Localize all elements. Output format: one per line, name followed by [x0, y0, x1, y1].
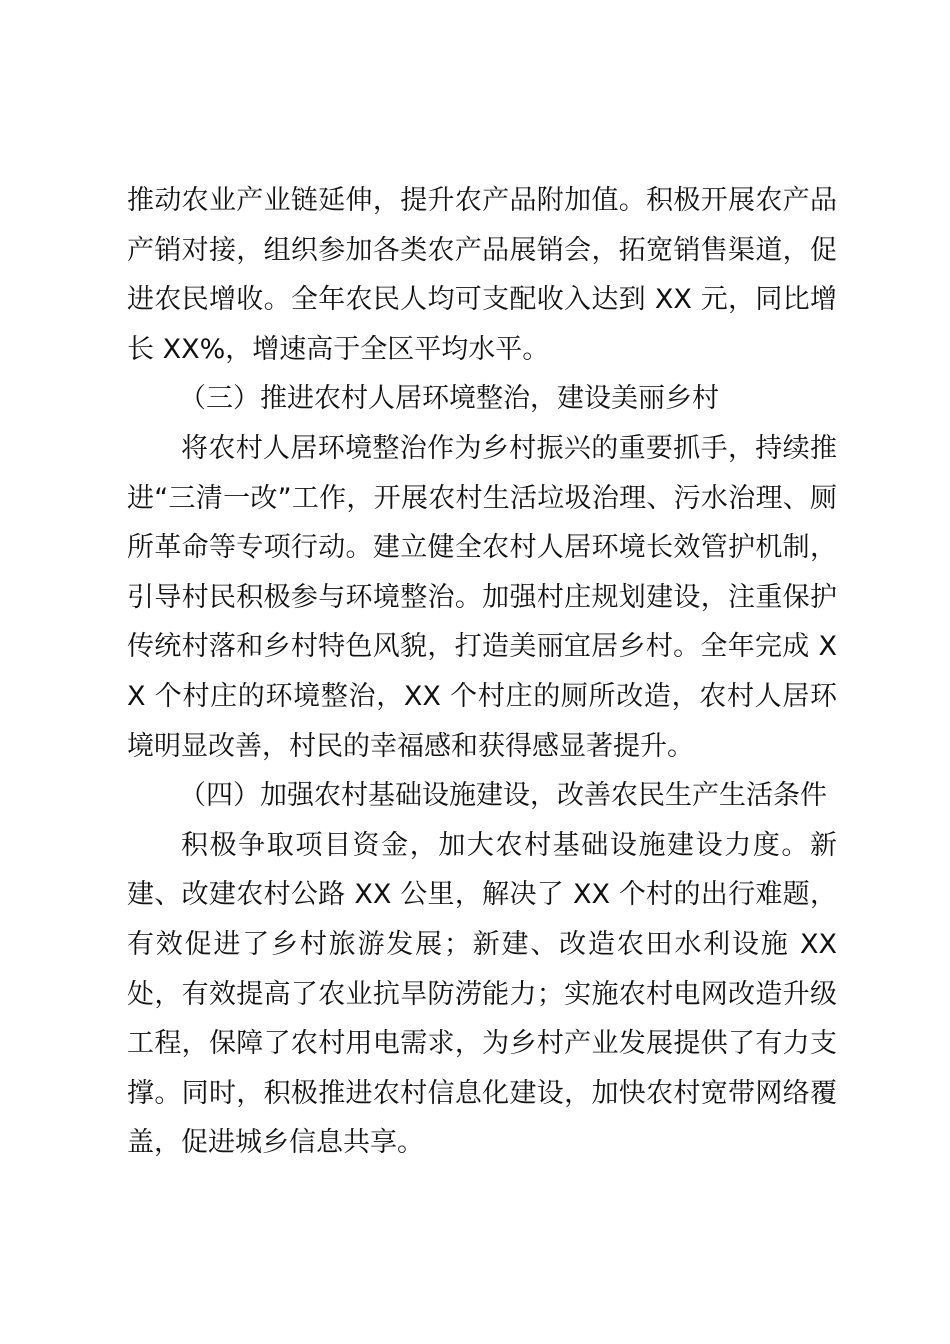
section-heading-three: （三）推进农村人居环境整治，建设美丽乡村 — [179, 383, 719, 415]
section-heading-four: （四）加强农村基础设施建设，改善农民生产生活条件 — [179, 780, 827, 812]
paragraph-continued: 推动农业产业链延伸，提升农产品附加值。积极开展农产品产销对接，组织参加各类农产品展销会，拓宽销售渠道，促进农民增收。全年农民人均可支配收入达到 XX 元，同比增长 XX%，增速高于全区平均水平。 — [127, 185, 837, 365]
paragraph-environment: 将农村人居环境整治作为乡村振兴的重要抓手，持续推进“三清一改”工作，开展农村生活垃圾治理、污水治理、厕所革命等专项行动。建立健全农村人居环境长效管护机制，引导村民积极参与环境整治。加强村庄规划建设，注重保护传统村落和乡村特色风貌，打造美丽宜居乡村。全年完成 XX 个村庄的环境整治，XX 个村庄的厕所改造，农村人居环境明显改善，村民的幸福感和获得感显著提升。 — [127, 432, 837, 762]
document-body — [127, 176, 837, 1168]
paragraph-infrastructure: 积极争取项目资金，加大农村基础设施建设力度。新建、改建农村公路 XX 公里，解决了 XX 个村的出行难题，有效促进了乡村旅游发展；新建、改造农田水利设施 XX 处，有效提高了农业抗旱防涝能力；实施农村电网改造升级工程，保障了农村用电需求，为乡村产业发展提供了有力支撑。同时，积极推进农村信息化建设，加快农村宽带网络覆盖，促进城乡信息共享。 — [127, 829, 837, 1159]
